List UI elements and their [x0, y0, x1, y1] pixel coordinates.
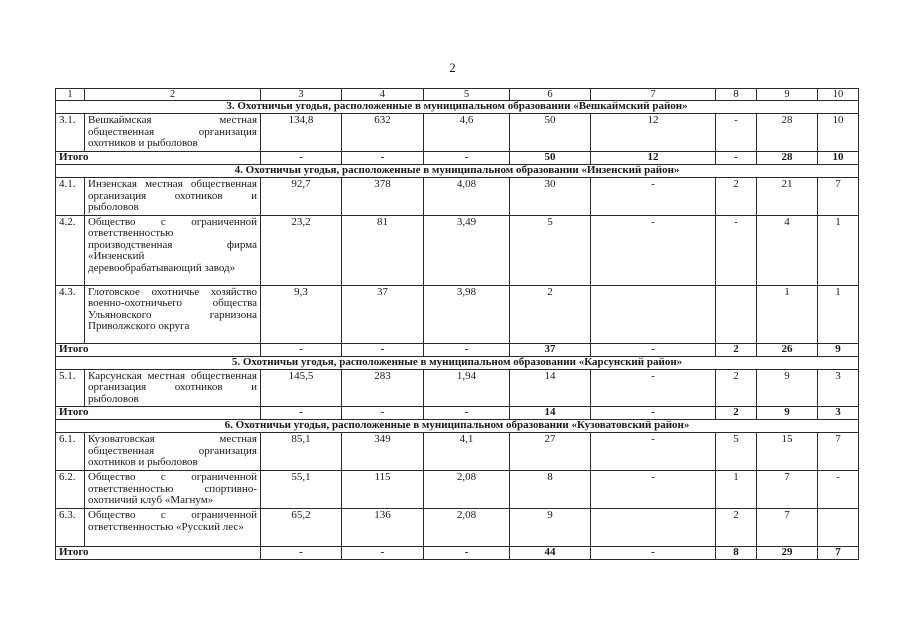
table-row — [56, 471, 859, 509]
column-number: 3 — [261, 89, 342, 101]
column-number: 7 — [591, 89, 716, 101]
value-cell-c9: 7 — [757, 509, 818, 547]
column-number: 8 — [716, 89, 757, 101]
total-cell-c3: - — [261, 547, 342, 560]
section-title: 4. Охотничьи угодья, расположенные в муниципальном образовании «Инзенский район» — [56, 165, 859, 178]
total-label: Итого — [56, 152, 261, 165]
value-cell-c9: 21 — [757, 178, 818, 216]
row-index: 4.2. — [56, 215, 85, 285]
value-cell-c4: 378 — [342, 178, 424, 216]
value-cell-c10: 7 — [818, 178, 859, 216]
total-cell-c3: - — [261, 152, 342, 165]
value-cell-c8: - — [716, 215, 757, 285]
value-cell-c3: 9,3 — [261, 285, 342, 343]
row-index: 6.1. — [56, 433, 85, 471]
value-cell-c3: 145,5 — [261, 369, 342, 407]
table-row — [56, 509, 859, 547]
value-cell-c10: 7 — [818, 433, 859, 471]
total-cell-c9: 26 — [757, 343, 818, 356]
column-number: 4 — [342, 89, 424, 101]
total-cell-c10: 9 — [818, 343, 859, 356]
value-cell-c4: 349 — [342, 433, 424, 471]
value-cell-c9: 9 — [757, 369, 818, 407]
value-cell-c10: 3 — [818, 369, 859, 407]
column-number: 2 — [85, 89, 261, 101]
value-cell-c6: 50 — [510, 114, 591, 152]
section-title: 5. Охотничьи угодья, расположенные в муниципальном образовании «Карсунский район» — [56, 356, 859, 369]
total-cell-c8: 2 — [716, 407, 757, 420]
value-cell-c3: 92,7 — [261, 178, 342, 216]
value-cell-c3: 65,2 — [261, 509, 342, 547]
page-number: 2 — [449, 60, 456, 75]
total-row — [56, 547, 859, 560]
value-cell-c8: 1 — [716, 471, 757, 509]
value-cell-c6: 2 — [510, 285, 591, 343]
column-number: 6 — [510, 89, 591, 101]
value-cell-c5: 2,08 — [424, 509, 510, 547]
total-cell-c10: 3 — [818, 407, 859, 420]
total-label: Итого — [56, 343, 261, 356]
total-cell-c7: - — [591, 547, 716, 560]
value-cell-c5: 2,08 — [424, 471, 510, 509]
table-row — [56, 178, 859, 216]
total-cell-c8: - — [716, 152, 757, 165]
table-row — [56, 215, 859, 285]
total-cell-c4: - — [342, 547, 424, 560]
table-row — [56, 433, 859, 471]
value-cell-c8: 2 — [716, 178, 757, 216]
row-index: 4.1. — [56, 178, 85, 216]
value-cell-c6: 30 — [510, 178, 591, 216]
column-number: 5 — [424, 89, 510, 101]
total-cell-c9: 29 — [757, 547, 818, 560]
value-cell-c9: 4 — [757, 215, 818, 285]
section-header-row — [56, 165, 859, 178]
value-cell-c5: 1,94 — [424, 369, 510, 407]
hunting-grounds-table — [55, 88, 859, 560]
value-cell-c4: 37 — [342, 285, 424, 343]
total-cell-c7: - — [591, 407, 716, 420]
total-cell-c5: - — [424, 343, 510, 356]
total-cell-c9: 9 — [757, 407, 818, 420]
organization-name: Общество с ограниченной ответственностью производственная фирма «Инзенский деревообрабатывающий завод» — [85, 215, 261, 285]
total-cell-c6: 50 — [510, 152, 591, 165]
value-cell-c9: 7 — [757, 471, 818, 509]
column-number: 10 — [818, 89, 859, 101]
value-cell-c3: 85,1 — [261, 433, 342, 471]
column-number: 1 — [56, 89, 85, 101]
section-title: 6. Охотничьи угодья, расположенные в муниципальном образовании «Кузоватовский район» — [56, 420, 859, 433]
total-cell-c3: - — [261, 407, 342, 420]
value-cell-c4: 115 — [342, 471, 424, 509]
total-cell-c4: - — [342, 407, 424, 420]
organization-name: Общество с ограниченной ответственностью спортивно-охотничий клуб «Магнум» — [85, 471, 261, 509]
total-cell-c4: - — [342, 343, 424, 356]
row-index: 6.2. — [56, 471, 85, 509]
value-cell-c10: - — [818, 471, 859, 509]
value-cell-c10: 10 — [818, 114, 859, 152]
value-cell-c8: 2 — [716, 509, 757, 547]
value-cell-c7: 12 — [591, 114, 716, 152]
value-cell-c9: 28 — [757, 114, 818, 152]
total-label: Итого — [56, 547, 261, 560]
row-index: 4.3. — [56, 285, 85, 343]
section-header-row — [56, 420, 859, 433]
value-cell-c8: 5 — [716, 433, 757, 471]
organization-name: Общество с ограниченной ответственностью «Русский лес» — [85, 509, 261, 547]
total-cell-c4: - — [342, 152, 424, 165]
column-number-row — [56, 89, 859, 101]
value-cell-c5: 3,98 — [424, 285, 510, 343]
value-cell-c9: 1 — [757, 285, 818, 343]
total-cell-c6: 37 — [510, 343, 591, 356]
total-row — [56, 152, 859, 165]
total-cell-c10: 10 — [818, 152, 859, 165]
table-row — [56, 285, 859, 343]
value-cell-c3: 134,8 — [261, 114, 342, 152]
total-cell-c10: 7 — [818, 547, 859, 560]
organization-name: Карсунская местная общественная организация охотников и рыболовов — [85, 369, 261, 407]
value-cell-c7 — [591, 285, 716, 343]
value-cell-c7: - — [591, 178, 716, 216]
value-cell-c5: 4,6 — [424, 114, 510, 152]
value-cell-c10: 1 — [818, 215, 859, 285]
total-cell-c8: 8 — [716, 547, 757, 560]
value-cell-c7 — [591, 509, 716, 547]
value-cell-c6: 27 — [510, 433, 591, 471]
organization-name: Инзенская местная общественная организация охотников и рыболовов — [85, 178, 261, 216]
total-label: Итого — [56, 407, 261, 420]
value-cell-c6: 9 — [510, 509, 591, 547]
table-row — [56, 369, 859, 407]
value-cell-c3: 23,2 — [261, 215, 342, 285]
value-cell-c4: 632 — [342, 114, 424, 152]
value-cell-c4: 283 — [342, 369, 424, 407]
value-cell-c7: - — [591, 433, 716, 471]
value-cell-c4: 81 — [342, 215, 424, 285]
total-cell-c5: - — [424, 547, 510, 560]
value-cell-c10 — [818, 509, 859, 547]
total-row — [56, 407, 859, 420]
section-header-row — [56, 101, 859, 114]
value-cell-c7: - — [591, 215, 716, 285]
organization-name: Глотовское охотничье хозяйство военно-охотничьего общества Ульяновского гарнизона Приволжского округа — [85, 285, 261, 343]
total-cell-c9: 28 — [757, 152, 818, 165]
value-cell-c7: - — [591, 369, 716, 407]
total-row — [56, 343, 859, 356]
total-cell-c8: 2 — [716, 343, 757, 356]
row-index: 3.1. — [56, 114, 85, 152]
total-cell-c6: 44 — [510, 547, 591, 560]
total-cell-c5: - — [424, 407, 510, 420]
section-title: 3. Охотничьи угодья, расположенные в муниципальном образовании «Вешкаймский район» — [56, 101, 859, 114]
value-cell-c6: 8 — [510, 471, 591, 509]
table-row — [56, 114, 859, 152]
row-index: 5.1. — [56, 369, 85, 407]
value-cell-c6: 5 — [510, 215, 591, 285]
organization-name: Вешкаймская местная общественная организация охотников и рыболовов — [85, 114, 261, 152]
value-cell-c7: - — [591, 471, 716, 509]
value-cell-c9: 15 — [757, 433, 818, 471]
organization-name: Кузоватовская местная общественная организация охотников и рыболовов — [85, 433, 261, 471]
value-cell-c8 — [716, 285, 757, 343]
value-cell-c6: 14 — [510, 369, 591, 407]
row-index: 6.3. — [56, 509, 85, 547]
value-cell-c4: 136 — [342, 509, 424, 547]
total-cell-c7: 12 — [591, 152, 716, 165]
value-cell-c3: 55,1 — [261, 471, 342, 509]
value-cell-c5: 4,08 — [424, 178, 510, 216]
total-cell-c6: 14 — [510, 407, 591, 420]
column-number: 9 — [757, 89, 818, 101]
value-cell-c5: 4,1 — [424, 433, 510, 471]
value-cell-c10: 1 — [818, 285, 859, 343]
total-cell-c3: - — [261, 343, 342, 356]
section-header-row — [56, 356, 859, 369]
value-cell-c5: 3,49 — [424, 215, 510, 285]
value-cell-c8: 2 — [716, 369, 757, 407]
total-cell-c5: - — [424, 152, 510, 165]
total-cell-c7: - — [591, 343, 716, 356]
value-cell-c8: - — [716, 114, 757, 152]
table-body — [56, 89, 859, 560]
